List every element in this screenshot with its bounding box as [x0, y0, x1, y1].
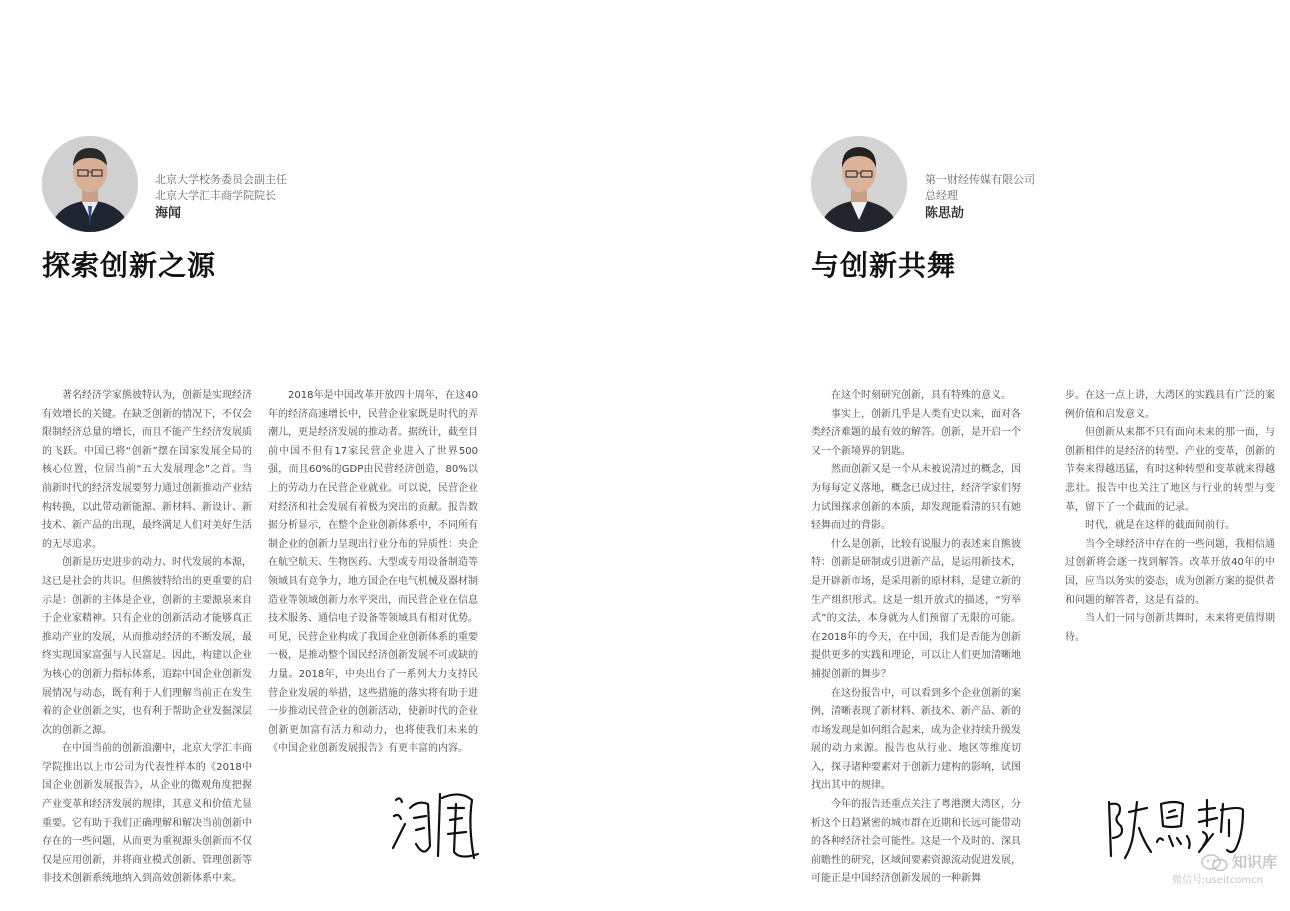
author-meta-left [155, 172, 287, 224]
paragraph-continued: 步。在这一点上讲，大湾区的实践具有广泛的案例价值和启发意义。 [1065, 390, 1275, 420]
portrait-chen-sijie [811, 136, 907, 232]
paragraph: 当人们一同与创新共舞时，未来将更值得期待。 [1065, 613, 1275, 643]
paragraph: 2018年是中国改革开放四十周年，在这40年的经济高速增长中，民营企业家既是时代的弄潮儿，更是经济发展的推动者。据统计，截至目前中国不但有17家民营企业进入了世界500强，而且60%的GDP由民营经济创造，80%以上的劳动力在民营企业就业。可以说，民营企业对经济和社会发展有着极为突出的贡献。报告数据分析显示，在整个企业创新体系中，不同所有制企业的创新力呈现出行业分布的异质性：央企在航空航天、生物医药、大型或专用设备制造等领域具有竞争力，地方国企在电气机械及器材制造业等领域创新力水平突出，而民营企业在信息技术服务、通信电子设备等领域具有相对优势。可见，民营企业构成了我国企业创新体系的重要一极，是推动整个国民经济创新发展不可或缺的力量。2018年，中央出台了一系列大力支持民营企业发展的举措，这些措施的落实将有助于进一步推动民营企业的创新活动，使新时代的企业创新更加富有活力和动力，也将使我们未来的《中国企业创新发展报告》有更丰富的内容。 [268, 390, 478, 755]
paragraph: 然而创新又是一个从未被说清过的概念，因为每每定义落地，概念已成过往，经济学家们努力试图探求创新的本质，却发现能看清的只有她轻舞而过的背影。 [811, 464, 1021, 532]
author-name: 陈思劼 [925, 206, 965, 221]
right-column-2 [1065, 387, 1275, 647]
article-title-right: 与创新共舞 [811, 249, 957, 282]
article-title-left: 探索创新之源 [42, 249, 217, 282]
paragraph: 创新是历史进步的动力、时代发展的本源，这已是社会的共识。但熊彼特给出的更重要的启示是：创新的主体是企业，创新的主要源泉来自于企业家精神。只有企业的创新活动才能够真正推动产业的发展，从而推动经济的不断发展，最终实现国家富强与人民富足。因此，构建以企业为核心的创新力指标体系，追踪中国企业创新发展情况与动态，既有利于人们理解当前正在发生着的企业创新之实，也有利于帮助企业发掘深层次的创新之源。 [42, 557, 252, 736]
watermark [1172, 851, 1282, 891]
affiliation-line-1: 北京大学校务委员会副主任 [155, 173, 287, 186]
author-meta-right [925, 172, 1035, 224]
paragraph: 但创新从来都不只有面向未来的那一面，与创新相伴的是经济的转型、产业的变革，创新的节奏来得越迅猛，有时这种转型和变革就来得越悲壮。报告中也关注了地区与行业的转型与变革，留下了一个截面的记录。 [1065, 427, 1275, 513]
paragraph: 事实上，创新几乎是人类有史以来，面对各类经济难题的最有效的解答。创新，是开启一个又一个新境界的钥匙。 [811, 408, 1021, 457]
wechat-icon [1200, 853, 1230, 873]
paragraph: 在这份报告中，可以看到多个企业创新的案例，清晰表现了新材料、新技术、新产品、新的市场发现是如何组合起来，成为企业持续升级发展的动力来源。报告也从行业、地区等维度切入，探寻诸种要素对于创新力建构的影响，试图找出其中的规律。 [811, 687, 1021, 792]
paragraph: 著名经济学家熊彼特认为，创新是实现经济有效增长的关键。在缺乏创新的情况下，不仅会限制经济总量的增长，而且不能产生经济发展质的飞跃。中国已将“创新”摆在国家发展全局的核心位置，位居当前“五大发展理念”之首。当前新时代的经济发展要努力通过创新推动产业结构转换，以此带动新能源、新材料、新设计、新技术、新产品的出现，最终满足人们对美好生活的无尽追求。 [42, 390, 252, 550]
paragraph: 在这个时刻研究创新，具有特殊的意义。 [831, 390, 1011, 401]
right-column-1 [811, 387, 1021, 889]
left-column-2 [268, 387, 478, 759]
affiliation-line-2: 总经理 [925, 189, 958, 202]
paragraph: 在中国当前的创新浪潮中，北京大学汇丰商学院推出以上市公司为代表性样本的《2018中国企业创新发展报告》，从企业的微观角度把握产业变革和经济发展的规律，其意义和价值尤显重要。它有助于我们正确理解和解决当前创新中存在的一些问题，从而更为重视源头创新而不仅仅是应用创新，并将商业模式创新、管理创新等非技术创新系统地纳入到高效创新体系中来。 [42, 743, 252, 885]
paragraph: 什么是创新，比较有说服力的表述来自熊彼特：创新是研制或引进新产品，是运用新技术，是开辟新市场，是采用新的原材料，是建立新的生产组织形式。这是一组开放式的描述，“穷举式”的文法，本身就为人们预留了无限的可能。在2018年的今天，在中国，我们是否能为创新提供更多的实践和理论，可以让人们更加清晰地捕捉创新的舞步？ [811, 538, 1021, 680]
paragraph: 当今全球经济中存在的一些问题，我相信通过创新将会逐一找到解答。改革开放40年的中国，应当以务实的姿态，成为创新方案的提供者和问题的解答者，这是有益的。 [1065, 538, 1275, 606]
affiliation-line-2: 北京大学汇丰商学院院长 [155, 189, 276, 202]
author-name: 海闻 [155, 206, 182, 221]
affiliation-line-1: 第一财经传媒有限公司 [925, 173, 1035, 186]
watermark-brand: 知识库 [1232, 853, 1278, 871]
paragraph: 时代，就是在这样的截面间前行。 [1085, 520, 1235, 532]
watermark-sub: 微信号:useitcomcn [1172, 875, 1263, 886]
signature-hai-wen [390, 786, 482, 866]
portrait-hai-wen [42, 136, 138, 232]
paragraph: 今年的报告还重点关注了粤港澳大湾区，分析这个日趋紧密的城市群在近期和长远可能带动的各种经济社会可能性。这是一个及时的、深具前瞻性的研究，区域间要素资源流动促进发展，可能正是中国经济创新发展的一种新舞 [811, 799, 1021, 885]
left-column-1 [42, 387, 252, 889]
